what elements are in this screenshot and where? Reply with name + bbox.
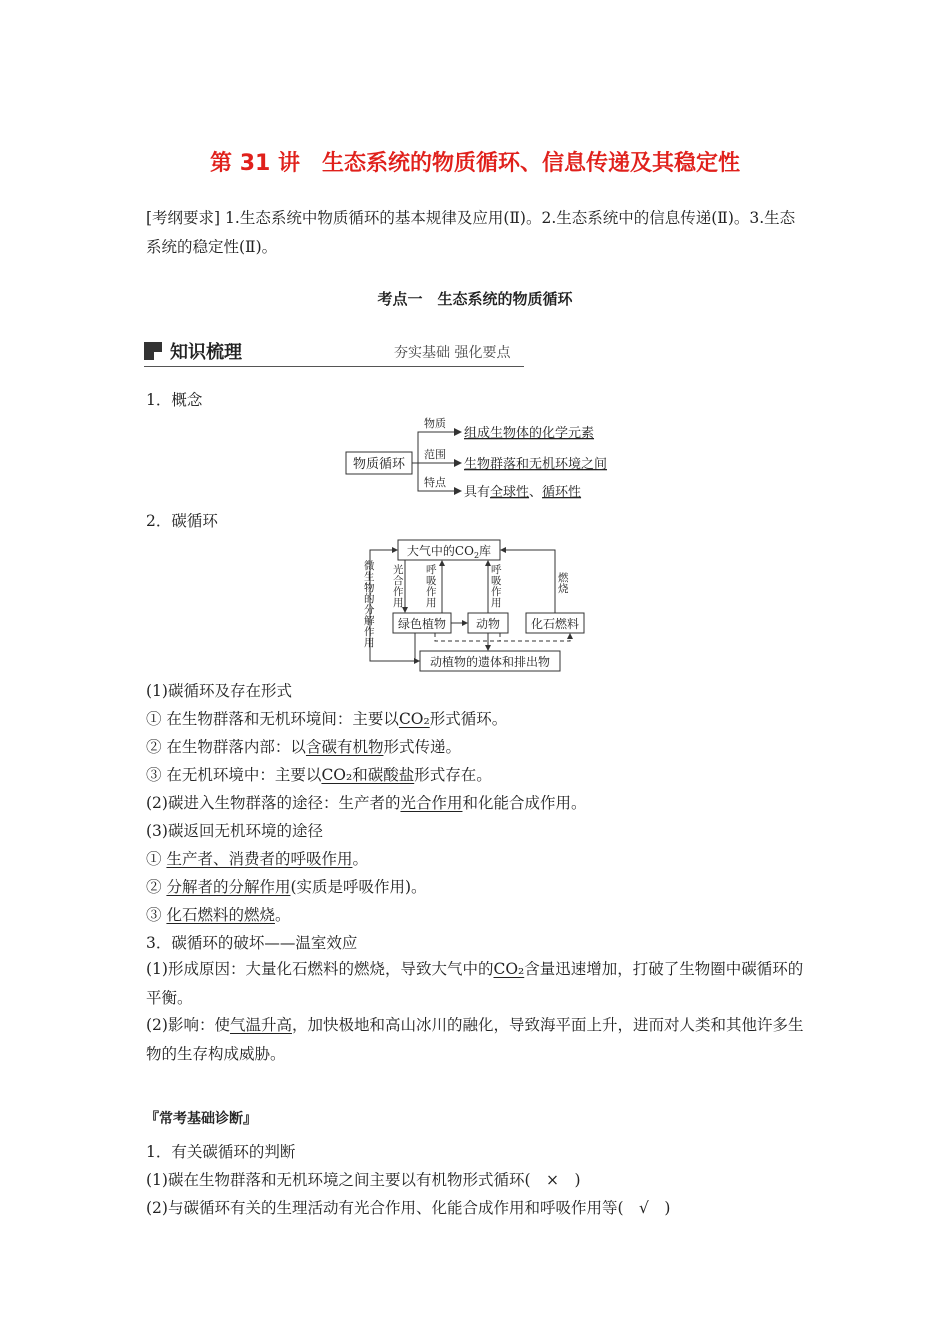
concept-branch-label-2: 范围 bbox=[424, 448, 446, 461]
page-title: 第 31 讲 生态系统的物质循环、信息传递及其稳定性 bbox=[210, 151, 740, 176]
photosynthesis-label-1: 光 bbox=[393, 564, 404, 576]
respiration-animals-label-3: 作 bbox=[491, 586, 502, 598]
damage-heading: 3．碳循环的破坏——温室效应 bbox=[146, 934, 358, 952]
carbon-line-9: ③ 化石燃料的燃烧。 bbox=[146, 906, 291, 924]
knowledge-bar-rule bbox=[144, 366, 524, 367]
animals-label: 动物 bbox=[475, 617, 501, 631]
carbon-line-8: ② 分解者的分解作用(实质是呼吸作用)。 bbox=[146, 878, 427, 896]
burning-label-2: 烧 bbox=[558, 583, 569, 595]
carbon-line-4: ③ 在无机环境中：主要以CO₂和碳酸盐形式存在。 bbox=[146, 766, 492, 784]
diagnosis-question-1: (1)碳在生物群落和无机环境之间主要以有机物形式循环( × ) bbox=[146, 1171, 581, 1189]
concept-branch-value-3: 具有全球性、循环性 bbox=[464, 485, 582, 500]
carbon-heading: 2．碳循环 bbox=[146, 512, 218, 530]
respiration-animals-label-2: 吸 bbox=[491, 575, 502, 587]
burning-label-1: 燃 bbox=[558, 572, 569, 584]
decomposer-label-7: 作 bbox=[364, 626, 375, 638]
carbon-line-2: ① 在生物群落和无机环境间：主要以CO₂形式循环。 bbox=[146, 710, 508, 728]
respiration-animals-label-4: 用 bbox=[491, 597, 502, 609]
concept-center-label: 物质循环 bbox=[352, 457, 406, 472]
concept-branch-value-1: 组成生物体的化学元素 bbox=[464, 426, 595, 441]
exam-requirements bbox=[146, 204, 806, 262]
decomposer-label-1: 微 bbox=[364, 560, 375, 572]
requirements-text: 1.生态系统中物质循环的基本规律及应用(Ⅱ)。2.生态系统中的信息传递(Ⅱ)。3.生态系统的稳定性(Ⅱ)。 bbox=[146, 209, 796, 256]
decomposer-label-2: 生 bbox=[364, 571, 375, 583]
carbon-line-7: ① 生产者、消费者的呼吸作用。 bbox=[146, 850, 368, 868]
photosynthesis-label-3: 作 bbox=[393, 586, 404, 598]
remains-label: 动植物的遗体和排出物 bbox=[429, 655, 551, 669]
diagnosis-title: 『常考基础诊断』 bbox=[145, 1111, 257, 1127]
carbon-line-6: (3)碳返回无机环境的途径 bbox=[146, 822, 323, 840]
photosynthesis-label-2: 合 bbox=[393, 575, 404, 587]
knowledge-bar bbox=[144, 338, 524, 368]
decomposer-label-5: 分 bbox=[364, 604, 375, 616]
fossil-fuel-label: 化石燃料 bbox=[530, 617, 580, 631]
decomposer-label-3: 物 bbox=[364, 582, 375, 594]
respiration-animals-label-1: 呼 bbox=[491, 564, 502, 576]
requirements-label: [考纲要求] bbox=[146, 209, 221, 227]
knowledge-bar-subtitle: 夯实基础 强化要点 bbox=[394, 345, 511, 361]
respiration-plants-label-2: 吸 bbox=[426, 575, 437, 587]
concept-heading: 1．概念 bbox=[146, 391, 203, 409]
respiration-plants-label-1: 呼 bbox=[426, 564, 437, 576]
damage-effect: (2)影响：使气温升高，加快极地和高山冰川的融化，导致海平面上升，进而对人类和其他许多生物的生存构成威胁。 bbox=[146, 1016, 804, 1063]
respiration-plants-label-4: 用 bbox=[426, 597, 437, 609]
diagnosis-question-2: (2)与碳循环有关的生理活动有光合作用、化能合成作用和呼吸作用等( √ ) bbox=[146, 1199, 671, 1217]
diagnosis-heading: 1．有关碳循环的判断 bbox=[146, 1143, 296, 1161]
decomposer-label-4: 的 bbox=[364, 593, 375, 605]
carbon-line-1: (1)碳循环及存在形式 bbox=[146, 682, 292, 700]
section-square-icon bbox=[144, 342, 162, 360]
section-title: 考点一 生态系统的物质循环 bbox=[377, 290, 573, 308]
carbon-line-3: ② 在生物群落内部：以含碳有机物形式传递。 bbox=[146, 738, 461, 756]
decomposer-label-6: 解 bbox=[364, 615, 375, 627]
atmosphere-label: 大气中的$CO_2$库 bbox=[406, 544, 492, 560]
photosynthesis-label-4: 用 bbox=[393, 597, 404, 609]
carbon-line-5: (2)碳进入生物群落的途径：生产者的光合作用和化能合成作用。 bbox=[146, 794, 587, 812]
carbon-cycle-diagram bbox=[360, 537, 590, 675]
knowledge-bar-name: 知识梳理 bbox=[170, 342, 242, 363]
plants-label: 绿色植物 bbox=[397, 617, 447, 631]
concept-diagram bbox=[340, 412, 640, 504]
concept-branch-label-1: 物质 bbox=[424, 417, 446, 430]
damage-cause: (1)形成原因：大量化石燃料的燃烧，导致大气中的CO₂含量迅速增加，打破了生物圈中碳循环的平衡。 bbox=[146, 960, 804, 1007]
respiration-plants-label-3: 作 bbox=[426, 586, 437, 598]
concept-branch-label-3: 特点 bbox=[424, 476, 446, 489]
decomposer-label-8: 用 bbox=[364, 637, 375, 649]
concept-branch-value-2: 生物群落和无机环境之间 bbox=[464, 457, 608, 472]
